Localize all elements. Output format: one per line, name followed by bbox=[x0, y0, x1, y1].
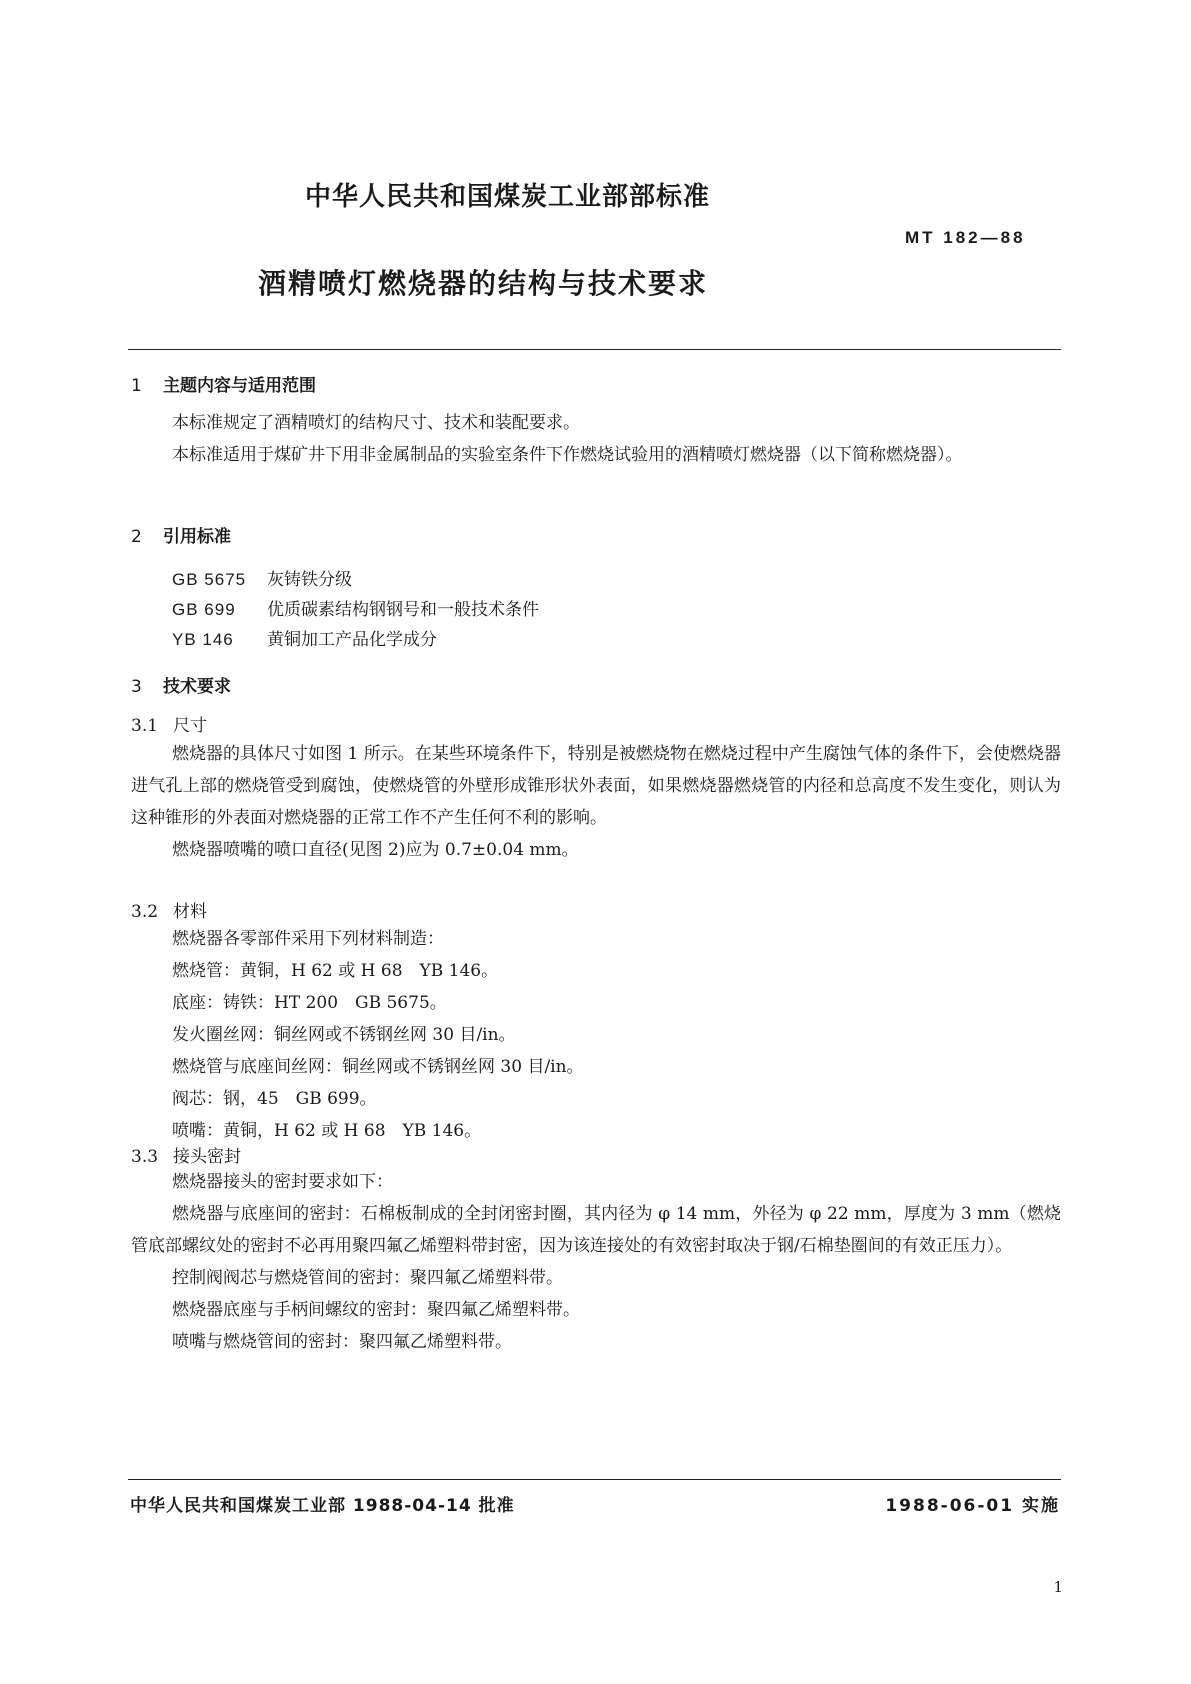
section-1-body bbox=[131, 407, 1061, 471]
reference-item bbox=[172, 625, 437, 650]
seal-line: 控制阀阀芯与燃烧管间的密封：聚四氟乙烯塑料带。 bbox=[172, 1268, 563, 1288]
material-line: 阀芯：钢，45 GB 699。 bbox=[172, 1089, 377, 1109]
effective-date: 1988-06-01 实施 bbox=[885, 1496, 1060, 1516]
seal-line: 喷嘴与燃烧管间的密封：聚四氟乙烯塑料带。 bbox=[172, 1332, 512, 1352]
paragraph: 燃烧器喷嘴的喷口直径(见图 2)应为 0.7±0.04 mm。 bbox=[172, 840, 579, 860]
document-title: 酒精喷灯燃烧器的结构与技术要求 bbox=[258, 267, 709, 300]
material-line: 喷嘴：黄铜，H 62 或 H 68 YB 146。 bbox=[172, 1121, 482, 1141]
standard-number: MT 182—88 bbox=[905, 228, 1026, 247]
reference-item bbox=[172, 595, 539, 620]
subsection-3-2-heading bbox=[131, 897, 207, 922]
section-title: 主题内容与适用范围 bbox=[163, 376, 316, 396]
section-2-heading bbox=[131, 522, 231, 547]
section-number: 3 bbox=[131, 677, 142, 697]
seal-line: 燃烧器底座与手柄间螺纹的密封：聚四氟乙烯塑料带。 bbox=[172, 1300, 580, 1320]
issuing-ministry: 中华人民共和国煤炭工业部部标准 bbox=[305, 182, 711, 212]
material-line: 发火圈丝网：铜丝网或不锈钢丝网 30 目/in。 bbox=[172, 1025, 516, 1045]
footer-divider bbox=[128, 1479, 1061, 1480]
subsection-title: 材料 bbox=[173, 902, 207, 922]
page-number: 1 bbox=[1053, 1578, 1063, 1596]
material-line: 底座：铸铁：HT 200 GB 5675。 bbox=[172, 993, 447, 1013]
subsection-3-1-body bbox=[131, 738, 1061, 866]
subsection-number: 3.1 bbox=[131, 716, 159, 736]
subsection-title: 尺寸 bbox=[173, 716, 207, 736]
reference-name: 灰铸铁分级 bbox=[267, 570, 352, 590]
subsection-3-3-heading bbox=[131, 1142, 241, 1167]
subsection-3-3-body bbox=[131, 1166, 1061, 1358]
reference-code: GB 5675 bbox=[172, 570, 247, 589]
reference-name: 优质碳素结构钢钢号和一般技术条件 bbox=[267, 600, 539, 620]
reference-name: 黄铜加工产品化学成分 bbox=[267, 630, 437, 650]
section-3-heading bbox=[131, 672, 231, 697]
paragraph: 燃烧器与底座间的密封：石棉板制成的全封闭密封圈，其内径为 φ 14 mm，外径为 φ 22 mm，厚度为 3 mm（燃烧管底部螺纹处的密封不必再用聚四氟乙烯塑料带封密，因为该连接处的有效密封取决于钢/石棉垫圈间的有效正压力）。 bbox=[131, 1204, 1061, 1256]
section-number: 2 bbox=[131, 527, 142, 547]
section-number: 1 bbox=[131, 376, 142, 396]
section-title: 技术要求 bbox=[163, 677, 231, 697]
material-line: 燃烧管：黄铜，H 62 或 H 68 YB 146。 bbox=[172, 961, 499, 981]
paragraph: 本标准规定了酒精喷灯的结构尺寸、技术和装配要求。 bbox=[172, 413, 580, 433]
header-divider bbox=[128, 349, 1061, 350]
reference-code: GB 699 bbox=[172, 600, 236, 619]
subsection-number: 3.2 bbox=[131, 902, 159, 922]
paragraph: 燃烧器接头的密封要求如下： bbox=[172, 1172, 393, 1192]
reference-item bbox=[172, 565, 352, 590]
subsection-3-1-heading bbox=[131, 711, 207, 736]
subsection-3-2-body bbox=[131, 923, 1061, 1147]
paragraph: 本标准适用于煤矿井下用非金属制品的实验室条件下作燃烧试验用的酒精喷灯燃烧器（以下简称燃烧器）。 bbox=[172, 445, 963, 465]
section-title: 引用标准 bbox=[163, 527, 231, 547]
subsection-number: 3.3 bbox=[131, 1147, 159, 1167]
reference-code: YB 146 bbox=[172, 630, 234, 649]
paragraph: 燃烧器的具体尺寸如图 1 所示。在某些环境条件下，特别是被燃烧物在燃烧过程中产生腐蚀气体的条件下，会使燃烧器进气孔上部的燃烧管受到腐蚀，使燃烧管的外壁形成锥形状外表面，如果燃烧器燃烧管的内径和总高度不发生变化，则认为这种锥形的外表面对燃烧器的正常工作不产生任何不利的影响。 bbox=[131, 744, 1061, 828]
approval-line: 中华人民共和国煤炭工业部 1988-04-14 批准 bbox=[130, 1496, 515, 1516]
section-1-heading bbox=[131, 371, 316, 396]
material-line: 燃烧管与底座间丝网：铜丝网或不锈钢丝网 30 目/in。 bbox=[172, 1057, 584, 1077]
subsection-title: 接头密封 bbox=[173, 1147, 241, 1167]
material-line: 燃烧器各零部件采用下列材料制造： bbox=[172, 929, 444, 949]
